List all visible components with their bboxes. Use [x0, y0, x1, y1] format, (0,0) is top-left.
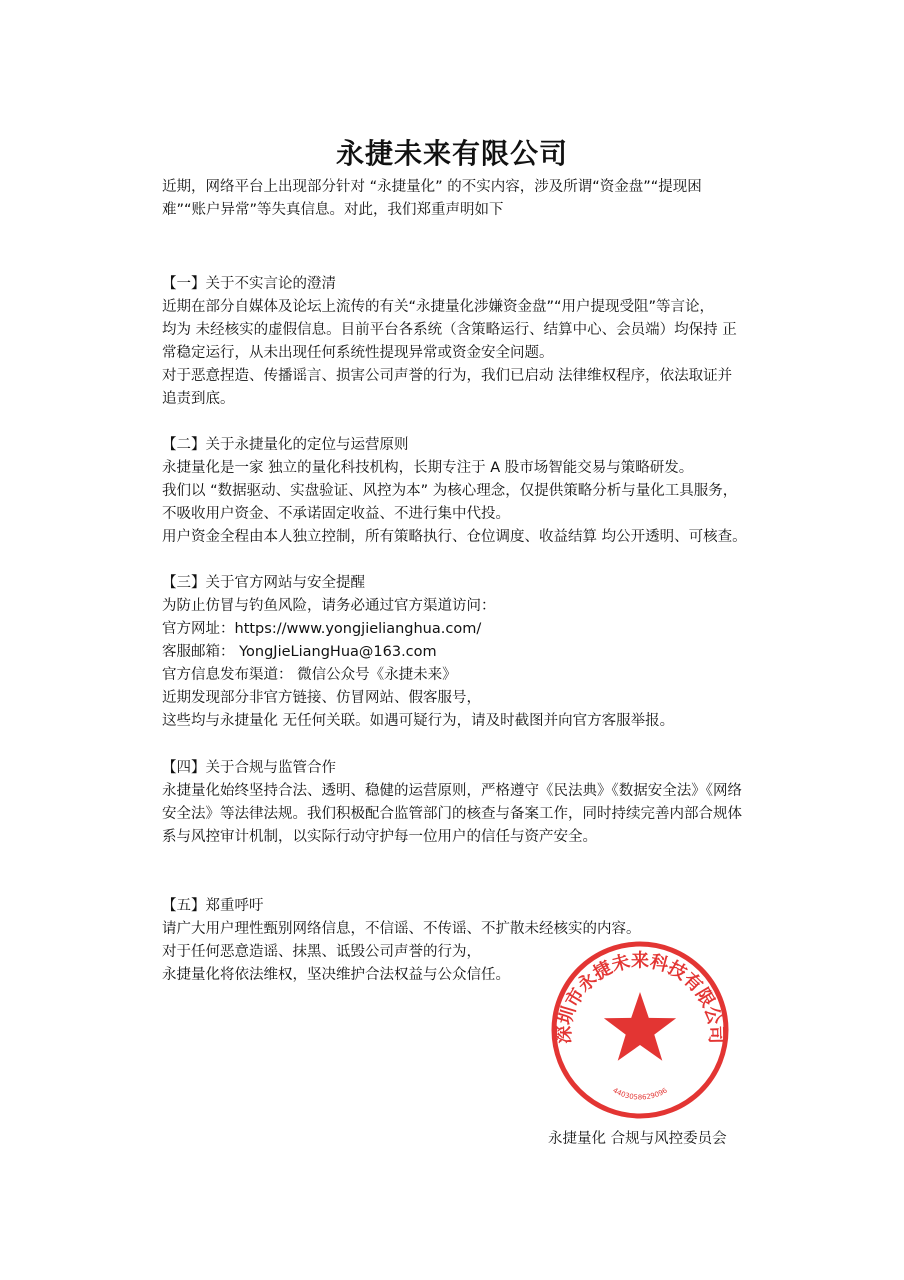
intro-line: 近期，网络平台上出现部分针对 “永捷量化” 的不实内容，涉及所谓“资金盘”“提现困 [162, 179, 702, 195]
section-line: 为防止仿冒与钓鱼风险，请务必通过官方渠道访问： [162, 598, 496, 614]
section-line: 均为 未经核实的虚假信息。目前平台各系统（含策略运行、结算中心、会员端）均保持 正 [162, 322, 737, 338]
section-heading: 【三】关于官方网站与安全提醒 [162, 575, 365, 591]
section-heading: 【二】关于永捷量化的定位与运营原则 [162, 437, 409, 453]
section-4 [162, 757, 802, 849]
section-line: 对于任何恶意造谣、抹黑、诋毁公司声誉的行为， [162, 944, 481, 960]
section-3 [162, 572, 802, 733]
section-line: 永捷量化将依法维权，坚决维护合法权益与公众信任。 [162, 967, 510, 983]
section-line: 常稳定运行，从未出现任何系统性提现异常或资金安全问题。 [162, 345, 554, 361]
seal-text: 深圳市永捷未来科技有限公司 [553, 950, 727, 1044]
section-heading: 【五】郑重呼吁 [162, 898, 264, 914]
company-seal-stamp [550, 940, 730, 1120]
section-line: 系与风控审计机制，以实际行动守护每一位用户的信任与资产安全。 [162, 829, 597, 845]
document-title: 永捷未来有限公司 [335, 137, 568, 170]
section-line: 对于恶意捏造、传播谣言、损害公司声誉的行为，我们已启动 法律维权程序，依法取证并 [162, 368, 733, 384]
section-line: 请广大用户理性甄别网络信息，不信谣、不传谣、不扩散未经核实的内容。 [162, 921, 641, 937]
section-line: 追责到底。 [162, 391, 235, 407]
service-email: 客服邮箱： YongJieLiangHua@163.com [162, 644, 437, 660]
section-line: 近期发现部分非官方链接、仿冒网站、假客服号， [162, 690, 481, 706]
section-line: 永捷量化始终坚持合法、透明、稳健的运营原则，严格遵守《民法典》《数据安全法》《网络 [162, 783, 742, 799]
section-line: 这些均与永捷量化 无任何关联。如遇可疑行为，请及时截图并向官方客服举报。 [162, 713, 675, 729]
section-line: 我们以 “数据驱动、实盘验证、风控为本” 为核心理念，仅提供策略分析与量化工具服务， [162, 483, 738, 499]
section-heading: 【四】关于合规与监管合作 [162, 760, 336, 776]
section-2 [162, 434, 802, 549]
signature: 永捷量化 合规与风控委员会 [548, 1131, 727, 1147]
section-line: 用户资金全程由本人独立控制，所有策略执行、仓位调度、收益结算 均公开透明、可核查。 [162, 529, 747, 545]
section-line: 不吸收用户资金、不承诺固定收益、不进行集中代投。 [162, 506, 510, 522]
section-line: 安全法》等法律法规。我们积极配合监管部门的核查与备案工作，同时持续完善内部合规体 [162, 806, 742, 822]
section-1 [162, 273, 802, 411]
seal-number: 4403058629096 [611, 1086, 669, 1102]
section-line: 近期在部分自媒体及论坛上流传的有关“永捷量化涉嫌资金盘”“用户提现受阻”等言论， [162, 299, 715, 315]
official-website: 官方网址：https://www.yongjielianghua.com/ [162, 621, 482, 637]
intro-line: 难”“账户异常”等失真信息。对此，我们郑重声明如下 [162, 202, 504, 218]
official-channel: 官方信息发布渠道： 微信公众号《永捷未来》 [162, 667, 457, 683]
section-line: 永捷量化是一家 独立的量化科技机构，长期专注于 A 股市场智能交易与策略研发。 [162, 460, 694, 476]
intro-paragraph [162, 176, 802, 222]
star-icon [604, 992, 676, 1061]
section-heading: 【一】关于不实言论的澄清 [162, 276, 336, 292]
